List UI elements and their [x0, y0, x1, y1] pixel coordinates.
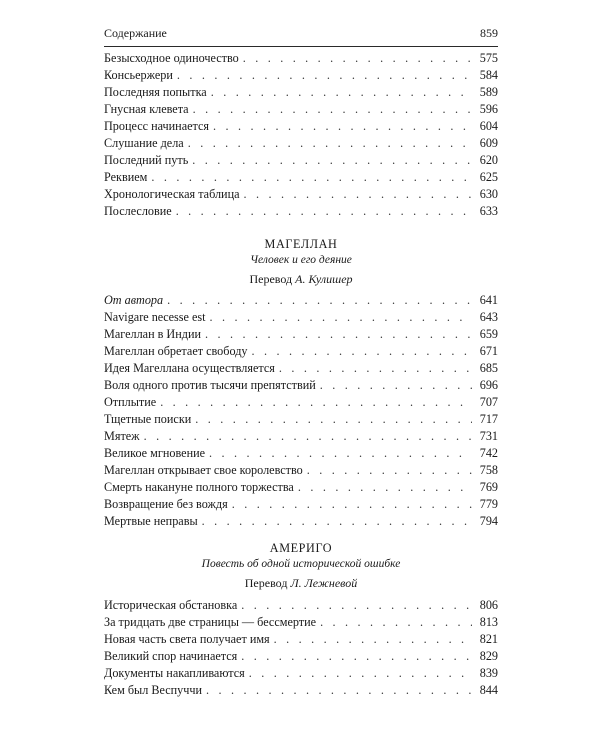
- dot-leader: [176, 203, 472, 220]
- toc-entry[interactable]: [104, 118, 498, 135]
- toc-entry-page: 659: [479, 327, 498, 341]
- toc-entry-title: Безысходное одиночество: [104, 51, 239, 65]
- toc-entry[interactable]: [104, 84, 498, 101]
- dot-leader: [298, 479, 472, 496]
- dot-leader: [177, 67, 472, 84]
- dot-leader: [202, 513, 472, 530]
- toc-entry-title: Тщетные поиски: [104, 412, 192, 426]
- toc-entry-page: 604: [479, 119, 498, 133]
- toc-entry-page: 707: [479, 395, 498, 409]
- toc-entry-title: Кем был Веспуччи: [104, 683, 202, 697]
- toc-entry-title: Хронологическая таблица: [104, 187, 240, 201]
- toc-entry-page: 633: [479, 204, 498, 218]
- dot-leader: [192, 152, 472, 169]
- toc-entry[interactable]: [104, 169, 498, 186]
- toc-entry[interactable]: [104, 513, 498, 530]
- toc-entry[interactable]: [104, 377, 498, 394]
- toc-entry-title: Последний путь: [104, 153, 189, 167]
- toc-entry[interactable]: [104, 614, 498, 631]
- translator-name: А. Кулишер: [295, 272, 353, 286]
- toc-entry-title: Новая часть света получает имя: [104, 632, 270, 646]
- toc-entry[interactable]: [104, 462, 498, 479]
- dot-leader: [193, 101, 472, 118]
- toc-entry-title: Смерть накануне полного торжества: [104, 480, 294, 494]
- dot-leader: [210, 309, 472, 326]
- dot-leader: [307, 462, 472, 479]
- toc-entry-title: Возвращение без вождя: [104, 497, 228, 511]
- section-heading-amerigo: [104, 540, 498, 592]
- dot-leader: [211, 84, 472, 101]
- toc-entry[interactable]: [104, 648, 498, 665]
- toc-entry-title: Идея Магеллана осуществляется: [104, 361, 275, 375]
- toc-entry-page: 620: [479, 153, 498, 167]
- translator-prefix: Перевод: [244, 576, 288, 590]
- section-translator: [104, 574, 498, 592]
- section-heading-magellan: [104, 236, 498, 288]
- toc-entry-page: 575: [479, 51, 498, 65]
- toc-entry-page: 630: [479, 187, 498, 201]
- toc-entry[interactable]: [104, 631, 498, 648]
- toc-entry-page: 696: [479, 378, 498, 392]
- toc-entry[interactable]: [104, 665, 498, 682]
- toc-entry[interactable]: [104, 428, 498, 445]
- toc-entry-page: 813: [479, 615, 498, 629]
- toc-entry-page: 839: [479, 666, 498, 680]
- toc-entry-title: Великое мгновение: [104, 446, 206, 460]
- section-title: АМЕРИГО: [269, 541, 333, 555]
- toc-entry[interactable]: [104, 309, 498, 326]
- toc-entry-title: Navigare necesse est: [104, 310, 206, 324]
- dot-leader: [320, 614, 472, 631]
- dot-leader: [241, 648, 472, 665]
- dot-leader: [279, 360, 472, 377]
- toc-entry-title: Воля одного против тысячи препятствий: [104, 378, 316, 392]
- toc-list-amerigo: [104, 597, 498, 699]
- toc-entry-title: Документы накапливаются: [104, 666, 245, 680]
- dot-leader: [195, 411, 472, 428]
- dot-leader: [206, 682, 472, 699]
- section-translator: [104, 270, 498, 288]
- toc-entry-title: Мертвые неправы: [104, 514, 198, 528]
- toc-entry-page: 609: [479, 136, 498, 150]
- toc-entry[interactable]: [104, 50, 498, 67]
- toc-entry[interactable]: [104, 360, 498, 377]
- translator-name: Л. Лежневой: [290, 576, 358, 590]
- toc-entry-title: Великий спор начинается: [104, 649, 238, 663]
- toc-entry-title: За тридцать две страницы — бессмертие: [104, 615, 317, 629]
- toc-entry-title: Гнусная клевета: [104, 102, 189, 116]
- toc-entry[interactable]: [104, 203, 498, 220]
- dot-leader: [252, 343, 472, 360]
- dot-leader: [274, 631, 472, 648]
- toc-entry-page: 794: [479, 514, 498, 528]
- toc-list-magellan: [104, 292, 498, 530]
- dot-leader: [241, 597, 472, 614]
- dot-leader: [320, 377, 472, 394]
- dot-leader: [151, 169, 472, 186]
- toc-entry[interactable]: [104, 101, 498, 118]
- toc-entry-page: 596: [479, 102, 498, 116]
- toc-entry-page: 671: [479, 344, 498, 358]
- running-header-page-number: 859: [480, 26, 498, 40]
- translator-prefix: Перевод: [249, 272, 293, 286]
- toc-list-top: [104, 50, 498, 220]
- toc-entry-page: 584: [479, 68, 498, 82]
- dot-leader: [188, 135, 472, 152]
- toc-entry[interactable]: [104, 186, 498, 203]
- dot-leader: [209, 445, 472, 462]
- toc-entry-title: От автора: [104, 293, 164, 307]
- section-title: МАГЕЛЛАН: [264, 237, 338, 251]
- dot-leader: [244, 186, 472, 203]
- toc-entry-page: 731: [479, 429, 498, 443]
- dot-leader: [249, 665, 472, 682]
- toc-entry-title: Слушание дела: [104, 136, 184, 150]
- toc-entry[interactable]: [104, 597, 498, 614]
- toc-entry-page: 806: [479, 598, 498, 612]
- toc-entry-page: 829: [479, 649, 498, 663]
- dot-leader: [232, 496, 472, 513]
- dot-leader: [160, 394, 472, 411]
- dot-leader: [205, 326, 472, 343]
- toc-entry-title: Отплытие: [104, 395, 157, 409]
- toc-entry-page: 821: [479, 632, 498, 646]
- section-subtitle: Повесть об одной исторической ошибке: [201, 558, 401, 570]
- toc-entry-page: 625: [479, 170, 498, 184]
- toc-entry-title: Последняя попытка: [104, 85, 207, 99]
- toc-entry-page: 742: [479, 446, 498, 460]
- toc-entry-title: Магеллан обретает свободу: [104, 344, 248, 358]
- toc-entry-page: 589: [479, 85, 498, 99]
- dot-leader: [213, 118, 472, 135]
- toc-entry[interactable]: [104, 67, 498, 84]
- toc-entry-title: Реквием: [104, 170, 148, 184]
- toc-entry-page: 758: [479, 463, 498, 477]
- toc-entry-page: 844: [479, 683, 498, 697]
- toc-entry-page: 769: [479, 480, 498, 494]
- toc-entry-title: Послесловие: [104, 204, 172, 218]
- toc-entry-title: Магеллан в Индии: [104, 327, 202, 341]
- dot-leader: [167, 292, 472, 309]
- toc-entry-page: 779: [479, 497, 498, 511]
- toc-entry-page: 643: [479, 310, 498, 324]
- section-subtitle: Человек и его деяние: [250, 254, 352, 266]
- toc-entry-page: 717: [479, 412, 498, 426]
- running-header-section: Содержание: [104, 26, 167, 40]
- toc-entry-page: 685: [479, 361, 498, 375]
- toc-entry[interactable]: [104, 411, 498, 428]
- toc-entry[interactable]: [104, 152, 498, 169]
- toc-entry[interactable]: [104, 479, 498, 496]
- toc-entry-title: Магеллан открывает свое королевство: [104, 463, 303, 477]
- toc-entry-title: Мятеж: [104, 429, 140, 443]
- toc-entry[interactable]: [104, 343, 498, 360]
- dot-leader: [243, 50, 472, 67]
- toc-entry[interactable]: [104, 326, 498, 343]
- running-header: [104, 26, 498, 47]
- toc-entry-title: Консьержери: [104, 68, 173, 82]
- toc-entry[interactable]: [104, 496, 498, 513]
- toc-entry[interactable]: [104, 394, 498, 411]
- dot-leader: [144, 428, 472, 445]
- toc-entry[interactable]: [104, 445, 498, 462]
- toc-entry-page: 641: [479, 293, 498, 307]
- toc-entry[interactable]: [104, 135, 498, 152]
- toc-entry[interactable]: [104, 292, 498, 309]
- toc-entry-title: Процесс начинается: [104, 119, 210, 133]
- toc-entry[interactable]: [104, 682, 498, 699]
- toc-entry-title: Историческая обстановка: [104, 598, 238, 612]
